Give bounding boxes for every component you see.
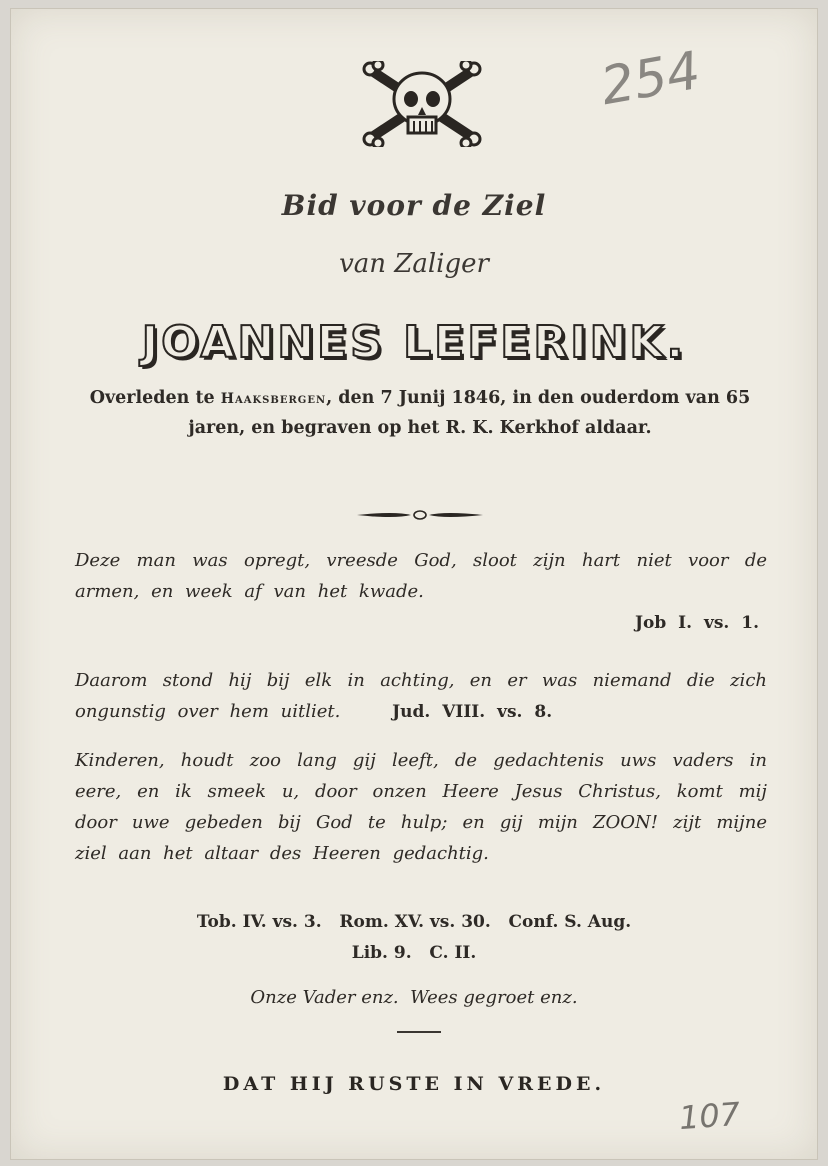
prayer-line: Onze Vader enz. Wees gegroet enz. — [250, 987, 578, 1008]
verse-1-text: Deze man was opregt, vreesde God, sloot zijn hart niet voor de armen, en week af van het kwade. — [75, 550, 767, 602]
closing-line: DAT HIJ RUSTE IN VREDE. — [222, 1073, 606, 1095]
deceased-name: JOANNES LEFERINK. — [141, 317, 687, 368]
ornament-divider-icon — [355, 509, 485, 521]
verse-2-reference: Jud. VIII. vs. 8. — [392, 702, 553, 722]
intro-lead: Overleden te — [89, 388, 221, 408]
skull-crossbones-icon — [358, 61, 486, 147]
divider-rule — [397, 1031, 441, 1033]
subheading: van Zaliger — [339, 249, 489, 279]
pencil-number-top: 254 — [596, 40, 705, 118]
verse-3-text: Kinderen, houdt zoo lang gij leeft, de gedachtenis uws vaders in eere, en ik smeek u, door onzen Heere Jesus Christus, komt mij door uwe gebeden bij God te hulp; en gij mijn ZOON! zijt mijne ziel aan het altaar des Heeren gedachtig. — [75, 750, 767, 864]
verse-2 — [75, 665, 767, 728]
intro-place: Haaksbergen — [220, 391, 327, 407]
verse-3 — [75, 745, 767, 869]
intro-rest: , den 7 Junij 1846, in den ouderdom van 65 jaren, en begraven op het R. K. Kerkhof aldaar. — [188, 388, 751, 438]
verse-1 — [75, 545, 767, 639]
verse-3-references-line-1: Tob. IV. vs. 3. Rom. XV. vs. 30. Conf. S. Aug. — [196, 912, 632, 932]
verse-1-reference: Job I. vs. 1. — [634, 613, 759, 633]
verse-2-text: Daarom stond hij bij elk in achting, en er was niemand die zich ongunstig over hem uitliet. — [75, 670, 767, 722]
verse-3-references-line-2: Lib. 9. C. II. — [351, 943, 477, 963]
pencil-number-bottom: 107 — [677, 1094, 742, 1138]
death-notice — [73, 384, 767, 443]
memorial-card — [10, 8, 818, 1160]
verse-3-references — [11, 907, 817, 969]
heading: Bid voor de Ziel — [281, 189, 547, 222]
